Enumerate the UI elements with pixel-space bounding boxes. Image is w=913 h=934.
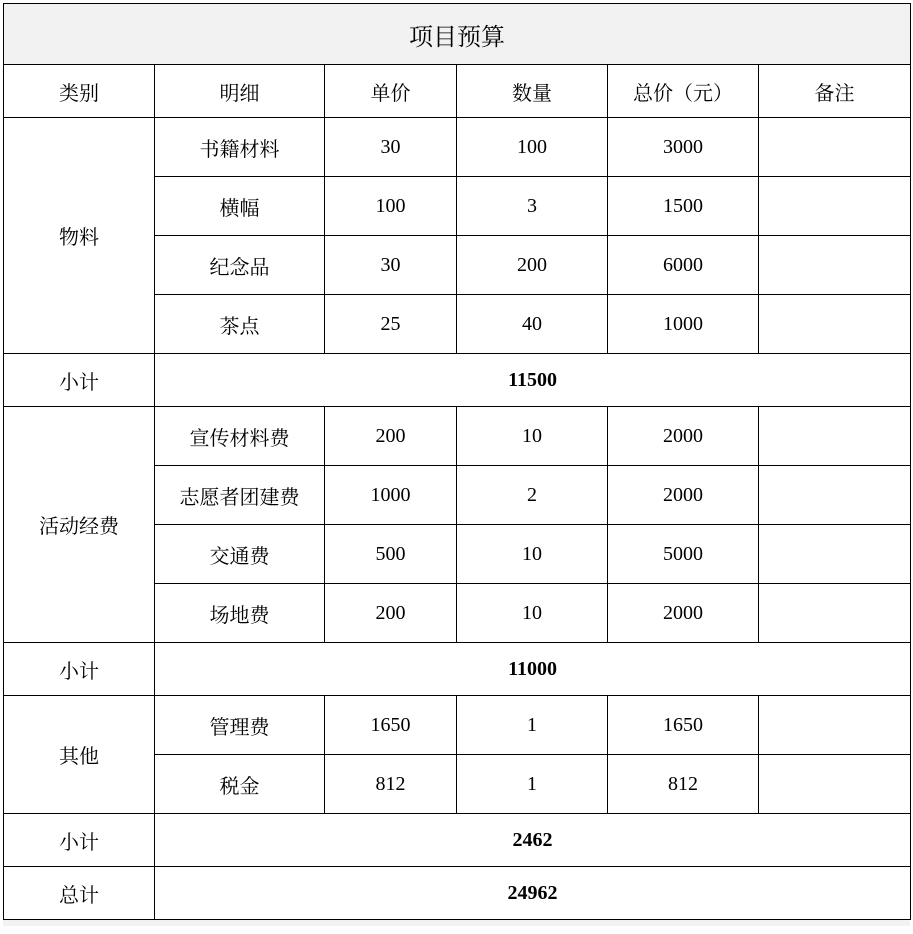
header-total: 总价（元）: [608, 65, 759, 118]
quantity-cell: 3: [457, 177, 608, 236]
note-cell: [759, 236, 911, 295]
total-cell: 2000: [608, 466, 759, 525]
total-cell: 812: [608, 755, 759, 814]
unit-price-cell: 1000: [325, 466, 457, 525]
note-cell: [759, 584, 911, 643]
table-title: 项目预算: [4, 4, 911, 65]
note-cell: [759, 525, 911, 584]
quantity-cell: 40: [457, 295, 608, 354]
unit-price-cell: 200: [325, 407, 457, 466]
total-cell: 1500: [608, 177, 759, 236]
subtotal-value: 11000: [155, 643, 911, 696]
quantity-cell: 10: [457, 584, 608, 643]
detail-cell: 管理费: [155, 696, 325, 755]
note-cell: [759, 177, 911, 236]
header-row: [4, 65, 911, 118]
bottom-strip: [3, 920, 910, 926]
note-cell: [759, 295, 911, 354]
category-cell: 活动经费: [4, 407, 155, 643]
detail-cell: 纪念品: [155, 236, 325, 295]
note-cell: [759, 696, 911, 755]
title-row: [4, 4, 911, 65]
unit-price-cell: 812: [325, 755, 457, 814]
header-detail: 明细: [155, 65, 325, 118]
quantity-cell: 1: [457, 755, 608, 814]
quantity-cell: 200: [457, 236, 608, 295]
header-category: 类别: [4, 65, 155, 118]
total-cell: 6000: [608, 236, 759, 295]
subtotal-label: 小计: [4, 643, 155, 696]
grand-total-value: 24962: [155, 867, 911, 920]
subtotal-row: [4, 643, 911, 696]
unit-price-cell: 100: [325, 177, 457, 236]
quantity-cell: 2: [457, 466, 608, 525]
unit-price-cell: 1650: [325, 696, 457, 755]
category-cell: 其他: [4, 696, 155, 814]
grand-total-label: 总计: [4, 867, 155, 920]
subtotal-value: 11500: [155, 354, 911, 407]
header-quantity: 数量: [457, 65, 608, 118]
table-row: [4, 407, 911, 466]
header-unit-price: 单价: [325, 65, 457, 118]
total-cell: 5000: [608, 525, 759, 584]
detail-cell: 宣传材料费: [155, 407, 325, 466]
detail-cell: 交通费: [155, 525, 325, 584]
note-cell: [759, 118, 911, 177]
unit-price-cell: 30: [325, 118, 457, 177]
total-cell: 1000: [608, 295, 759, 354]
total-cell: 2000: [608, 584, 759, 643]
quantity-cell: 10: [457, 525, 608, 584]
total-cell: 3000: [608, 118, 759, 177]
subtotal-row: [4, 814, 911, 867]
quantity-cell: 10: [457, 407, 608, 466]
category-cell: 物料: [4, 118, 155, 354]
subtotal-label: 小计: [4, 814, 155, 867]
detail-cell: 茶点: [155, 295, 325, 354]
subtotal-row: [4, 354, 911, 407]
table-row: [4, 696, 911, 755]
detail-cell: 场地费: [155, 584, 325, 643]
detail-cell: 书籍材料: [155, 118, 325, 177]
total-cell: 2000: [608, 407, 759, 466]
note-cell: [759, 466, 911, 525]
note-cell: [759, 755, 911, 814]
unit-price-cell: 30: [325, 236, 457, 295]
subtotal-value: 2462: [155, 814, 911, 867]
note-cell: [759, 407, 911, 466]
header-note: 备注: [759, 65, 911, 118]
budget-table: [3, 3, 911, 920]
unit-price-cell: 200: [325, 584, 457, 643]
detail-cell: 横幅: [155, 177, 325, 236]
quantity-cell: 100: [457, 118, 608, 177]
detail-cell: 税金: [155, 755, 325, 814]
grand-total-row: [4, 867, 911, 920]
detail-cell: 志愿者团建费: [155, 466, 325, 525]
table-row: [4, 118, 911, 177]
subtotal-label: 小计: [4, 354, 155, 407]
total-cell: 1650: [608, 696, 759, 755]
quantity-cell: 1: [457, 696, 608, 755]
unit-price-cell: 25: [325, 295, 457, 354]
unit-price-cell: 500: [325, 525, 457, 584]
